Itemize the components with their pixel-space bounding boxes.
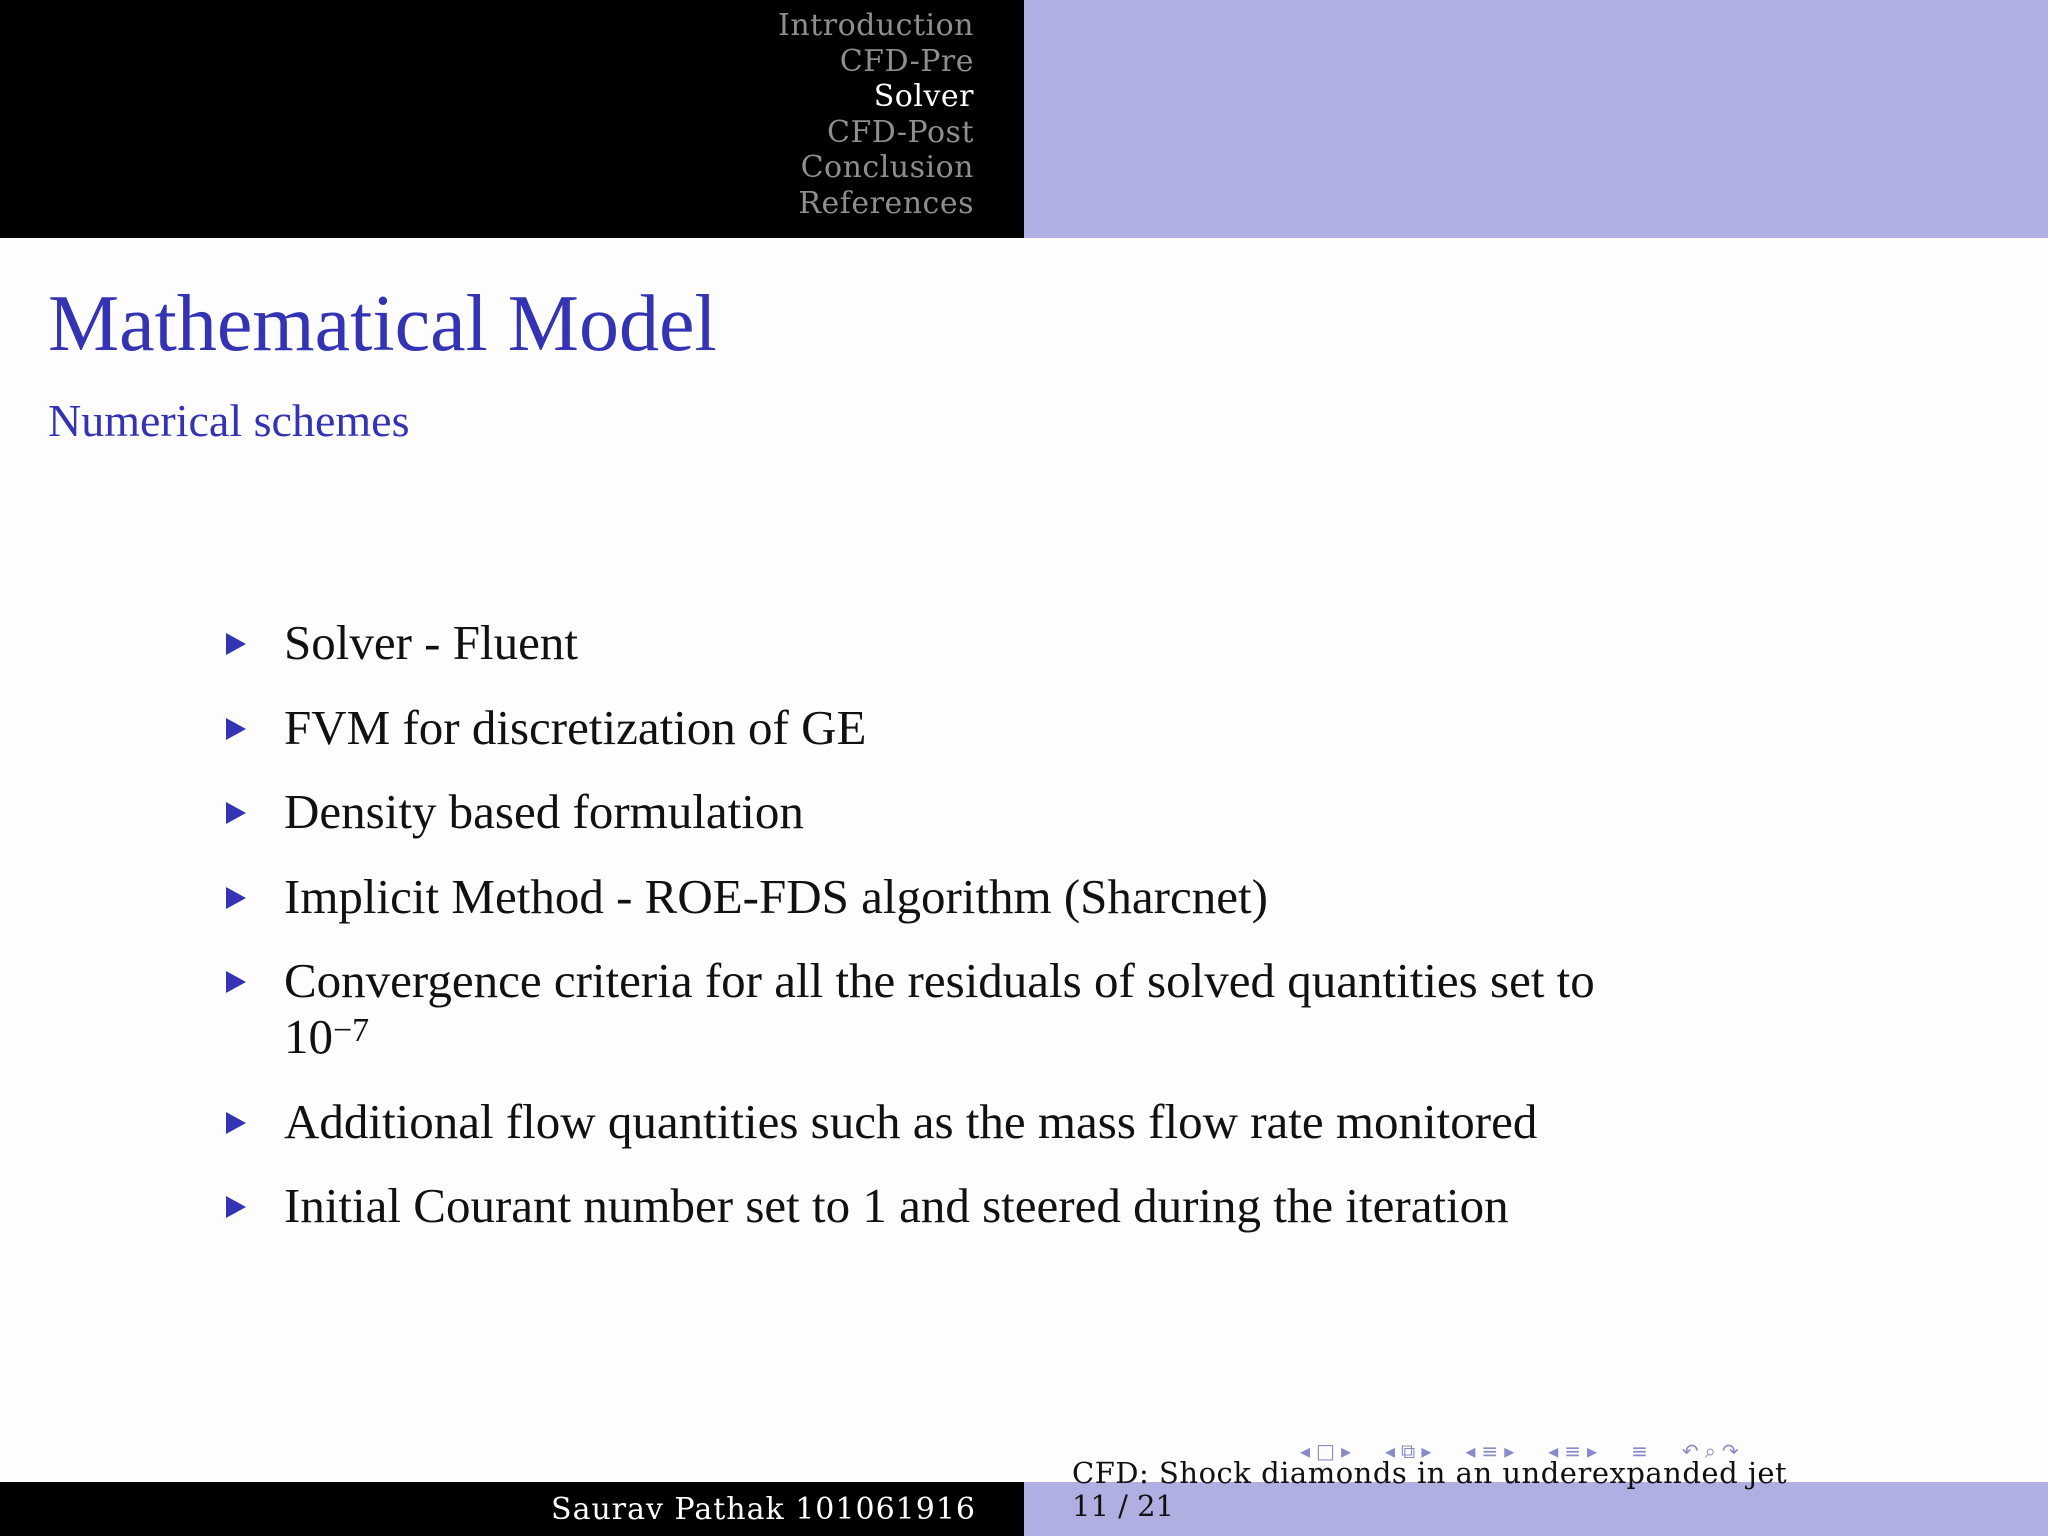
bullet-triangle-icon — [226, 971, 246, 993]
nav-section-cfd-post[interactable]: CFD-Post — [827, 114, 974, 150]
header-left-panel — [0, 0, 1024, 238]
nav-forward-icon[interactable]: ↷ — [1721, 1439, 1739, 1463]
bullet-triangle-icon — [226, 887, 246, 909]
footer-short-title: CFD: Shock diamonds in an underexpanded jet — [1072, 1456, 1788, 1490]
bullet-item — [222, 1178, 1842, 1234]
nav-section-conclusion[interactable]: Conclusion — [800, 150, 974, 185]
bullet-item — [222, 869, 1842, 925]
section-navigation — [778, 8, 974, 221]
bullet-triangle-icon — [226, 1112, 246, 1134]
bullet-text: Additional flow quantities such as the mass flow rate monitored — [284, 1093, 1538, 1149]
nav-section-introduction[interactable]: Introduction — [778, 8, 974, 43]
bullet-text: Solver - Fluent — [284, 615, 578, 670]
bullet-triangle-icon — [226, 718, 246, 740]
bullet-math-exponent: −7 — [333, 1012, 370, 1049]
nav-section-icon[interactable]: ◂ ≡ ▸ — [1465, 1439, 1515, 1463]
bullet-math-base: 10 — [284, 1009, 333, 1064]
footer-author: Saurav Pathak 101061916 — [551, 1492, 976, 1527]
nav-back-icon[interactable]: ↶ — [1681, 1439, 1699, 1463]
bullet-triangle-icon — [226, 633, 246, 655]
nav-toc-icon[interactable]: ≡ — [1631, 1439, 1648, 1463]
bullet-item — [222, 953, 1842, 1065]
footer-page-number: 11 / 21 — [1072, 1489, 1175, 1523]
bullet-item — [222, 615, 1842, 671]
bullet-text: Convergence criteria for all the residuals of solved quantities set to — [284, 953, 1595, 1008]
nav-frame-icon[interactable]: ◂ □ ▸ — [1300, 1439, 1351, 1463]
bullet-text: FVM for discretization of GE — [284, 699, 867, 755]
bullet-text: Implicit Method - ROE-FDS algorithm (Sharcnet) — [284, 868, 1268, 924]
bullet-text: Initial Courant number set to 1 and steered during the iteration — [284, 1178, 1509, 1233]
footer-right-panel — [1024, 1482, 2048, 1536]
nav-section-references[interactable]: References — [798, 185, 974, 221]
footer-left-panel — [0, 1482, 1024, 1536]
bullet-triangle-icon — [226, 1196, 246, 1218]
header-right-panel — [1024, 0, 2048, 238]
bullet-triangle-icon — [226, 802, 246, 824]
frame-title: Mathematical Model — [48, 280, 717, 368]
nav-search-icon[interactable]: ⌕ — [1704, 1439, 1716, 1463]
frame-subtitle: Numerical schemes — [48, 395, 410, 446]
nav-section-cfd-pre[interactable]: CFD-Pre — [839, 43, 974, 79]
bullet-item — [222, 1094, 1842, 1150]
bullet-item — [222, 700, 1842, 756]
nav-slide-icon[interactable]: ◂ ≡ ▸ — [1548, 1439, 1598, 1463]
nav-subsection-icon[interactable]: ◂ ⧉ ▸ — [1385, 1439, 1432, 1463]
bullet-item — [222, 784, 1842, 840]
nav-section-solver[interactable]: Solver — [873, 79, 974, 114]
bullet-text: Density based formulation — [284, 784, 804, 839]
bullet-list — [222, 615, 1842, 1263]
